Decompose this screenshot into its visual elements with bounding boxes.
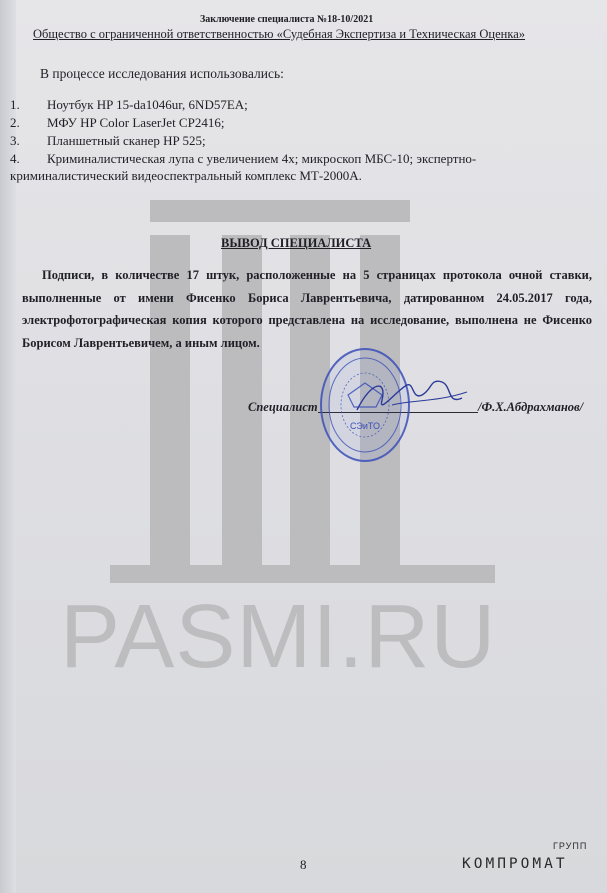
list-item-number: 1. [10, 97, 20, 112]
list-item: Планшетный сканер HP 525; [47, 133, 206, 148]
list-item-continuation: криминалистический видеоспектральный комплекс МТ-2000А. [10, 168, 362, 183]
signer-name: /Ф.Х.Абдрахманов/ [478, 400, 584, 414]
list-item-number: 4. [10, 151, 20, 166]
brand-logo-subtext: ГРУПП [553, 841, 588, 851]
watermark-top-bar [150, 200, 410, 222]
organization-name: Общество с ограниченной ответственностью «Судебная Экспертиза и Техническая Оценка» [33, 27, 526, 41]
brand-logo-text: КОМПРОМАТ [462, 856, 568, 872]
watermark-base-bar [110, 565, 495, 583]
signature-label: Специалист [248, 400, 318, 414]
stamp-text: СЭиТО [350, 421, 380, 431]
conclusion-title: ВЫВОД СПЕЦИАЛИСТА [221, 236, 372, 250]
watermark-text: PASMI.RU [60, 587, 497, 687]
list-item-number: 2. [10, 115, 20, 130]
list-item: Ноутбук HP 15-da1046ur, 6ND57EA; [47, 97, 248, 112]
page-number: 8 [300, 857, 307, 872]
equipment-intro: В процессе исследования использовались: [40, 66, 284, 81]
list-item: Криминалистическая лупа с увеличением 4х; микроскоп МБС-10; экспертно- [47, 151, 477, 166]
document-title: Заключение специалиста №18-10/2021 [200, 14, 374, 25]
list-item-number: 3. [10, 133, 20, 148]
list-item: МФУ HP Color LaserJet CP2416; [47, 115, 225, 130]
handwritten-signature [352, 370, 472, 420]
conclusion-text: Подписи, в количестве 17 штук, расположенные на 5 страницах протокола очной ставки, выполненные от имени Фисенко Бориса Лаврентьевича, датированном 24.05.2017 года, электрофотографическая копия которого представлена на исследование, выполнена не Фисенко Борисом Лаврентьевичем, а иным лицом. [22, 268, 592, 350]
